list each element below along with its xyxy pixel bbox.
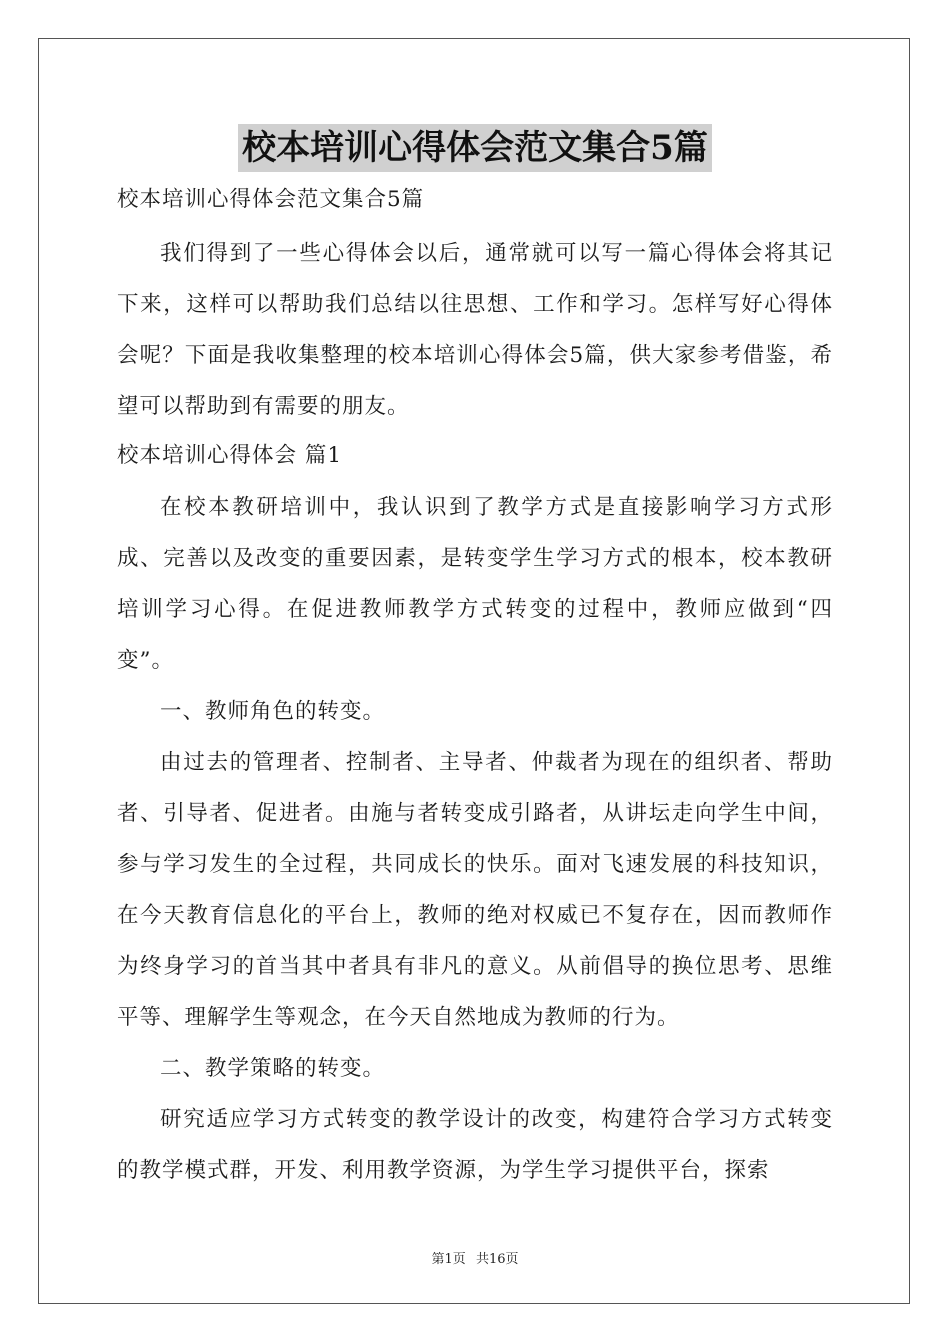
document-subtitle: 校本培训心得体会范文集合5篇 — [117, 187, 425, 212]
body-paragraph: 研究适应学习方式转变的教学设计的改变，构建符合学习方式转变的教学模式群，开发、利用教学资源，为学生学习提供平台，探索 — [117, 1107, 833, 1183]
page-footer — [0, 1248, 950, 1267]
page-total: 共16页 — [475, 1252, 519, 1267]
document-body — [117, 180, 833, 1196]
sub-heading-1: 一、教师角色的转变。 — [160, 699, 386, 724]
intro-paragraph: 我们得到了一些心得体会以后，通常就可以写一篇心得体会将其记下来，这样可以帮助我们总结以往思想、工作和学习。怎样写好心得体会呢？下面是我收集整理的校本培训心得体会5篇，供大家参考借鉴，希望可以帮助到有需要的朋友。 — [117, 241, 833, 419]
title-container — [0, 124, 950, 172]
section-heading: 校本培训心得体会 篇1 — [117, 443, 343, 468]
body-paragraph: 在校本教研培训中，我认识到了教学方式是直接影响学习方式形成、完善以及改变的重要因素，是转变学生学习方式的根本，校本教研培训学习心得。在促进教师教学方式转变的过程中，教师应做到“四变”。 — [117, 495, 833, 673]
document-title: 校本培训心得体会范文集合5篇 — [238, 124, 712, 172]
page-number: 第1页 — [431, 1252, 466, 1267]
body-paragraph: 由过去的管理者、控制者、主导者、仲裁者为现在的组织者、帮助者、引导者、促进者。由施与者转变成引路者，从讲坛走向学生中间，参与学习发生的全过程，共同成长的快乐。面对飞速发展的科技知识，在今天教育信息化的平台上，教师的绝对权威已不复存在，因而教师作为终身学习的首当其中者具有非凡的意义。从前倡导的换位思考、思维平等、理解学生等观念，在今天自然地成为教师的行为。 — [117, 750, 833, 1030]
sub-heading-2: 二、教学策略的转变。 — [160, 1056, 386, 1081]
